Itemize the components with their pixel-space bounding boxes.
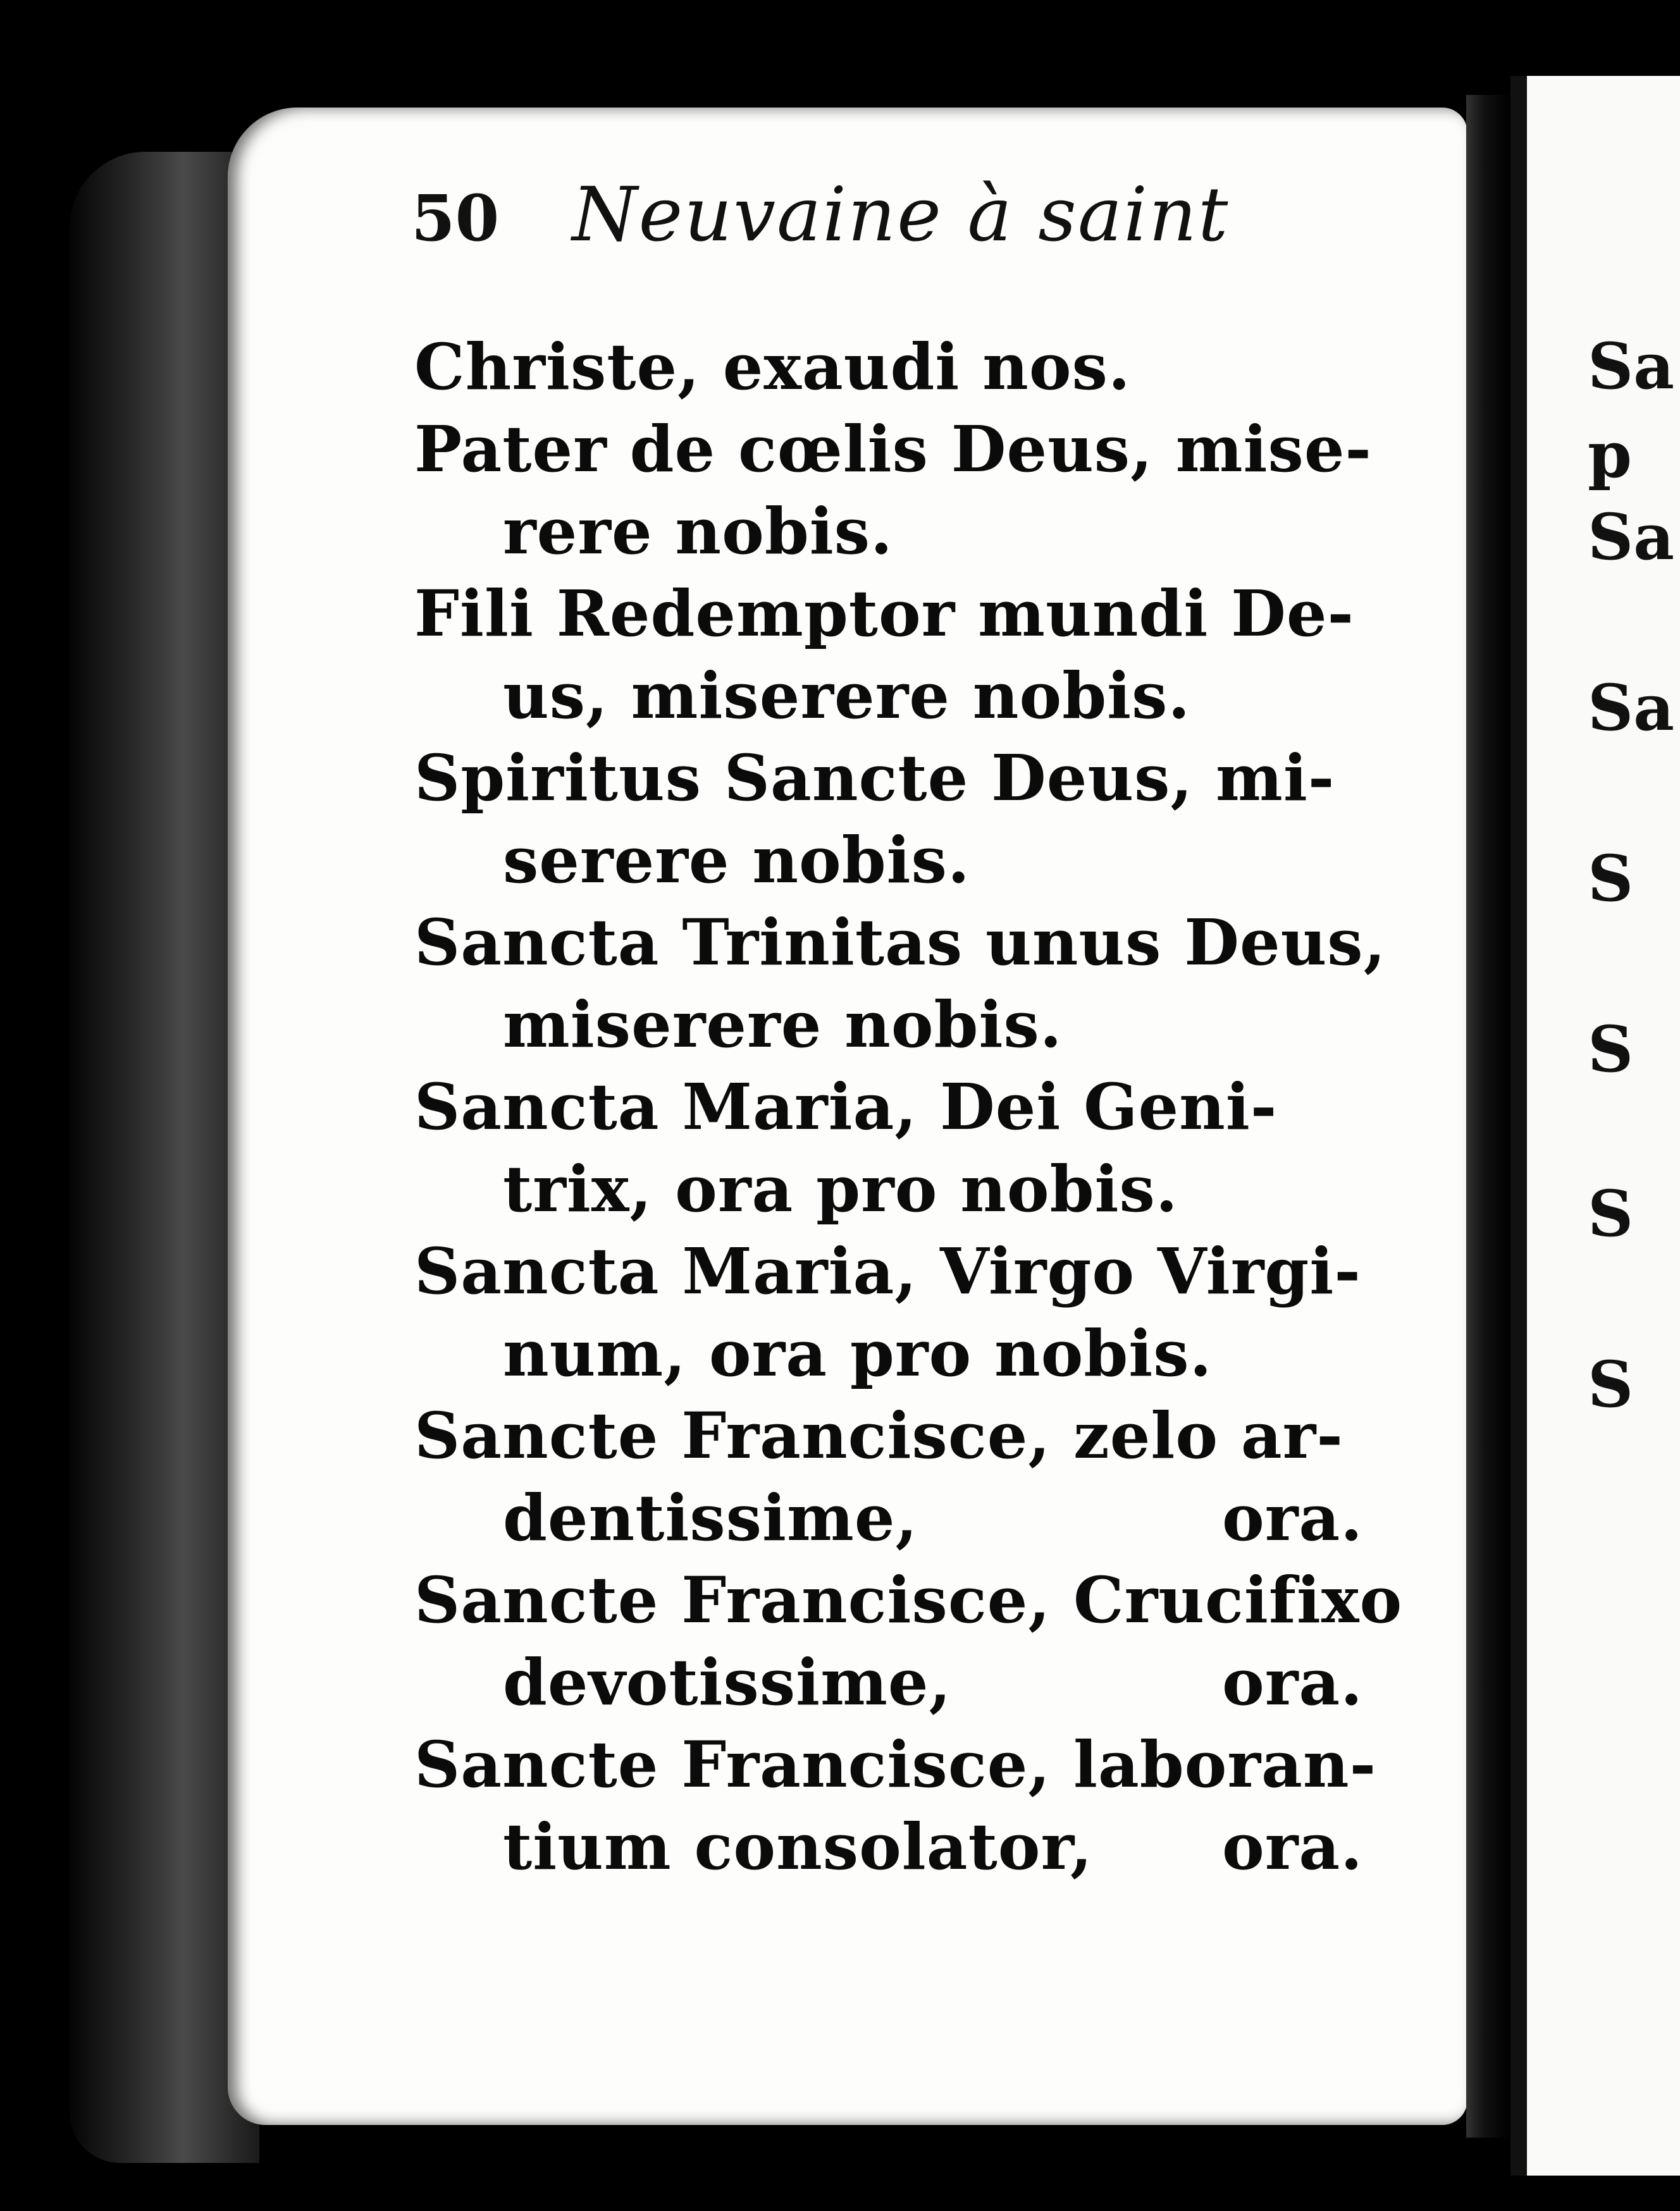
book-gutter xyxy=(1466,95,1510,2138)
text-line: Sancte Francisce, Crucifixo xyxy=(414,1563,1403,1637)
text-line: Spiritus Sancte Deus, mi- xyxy=(414,741,1335,815)
text-line: Sancte Francisce, zelo ar- xyxy=(414,1398,1343,1473)
text-line xyxy=(503,1480,1363,1556)
page-number: 50 xyxy=(411,181,500,256)
header-title: Neuvaine à saint xyxy=(572,171,1230,258)
text-line: Sancta Maria, Dei Geni- xyxy=(414,1069,1278,1144)
text-line: Christe, exaudi nos. xyxy=(414,329,1131,404)
right-page-fragment: p xyxy=(1588,417,1632,492)
text-line: trix, ora pro nobis. xyxy=(503,1152,1178,1226)
text-line: Sancta Trinitas unus Deus, xyxy=(414,905,1387,980)
text-line: rere nobis. xyxy=(503,494,893,569)
text-line: miserere nobis. xyxy=(503,987,1063,1062)
text-line: Pater de cœlis Deus, mise- xyxy=(414,412,1372,486)
text-line: num, ora pro nobis. xyxy=(503,1316,1213,1391)
line-response: ora. xyxy=(1222,1481,1363,1555)
right-page-fragment: S xyxy=(1588,1347,1634,1422)
right-page-fragment: S xyxy=(1588,1176,1634,1251)
text-line: serere nobis. xyxy=(503,823,970,897)
line-text: tium consolator, xyxy=(503,1809,1093,1884)
line-response: ora. xyxy=(1222,1809,1363,1884)
line-text: devotissime, xyxy=(503,1645,952,1720)
line-response: ora. xyxy=(1222,1645,1363,1720)
text-line: us, miserere nobis. xyxy=(503,658,1191,733)
right-page-fragment: Sa xyxy=(1588,500,1675,574)
text-line: Sancte Francisce, laboran- xyxy=(414,1727,1377,1802)
right-page-fragment: S xyxy=(1588,1012,1634,1087)
right-page-fragment: Sa xyxy=(1588,329,1675,403)
running-head xyxy=(411,171,1229,266)
right-page-fragment: Sa xyxy=(1588,670,1675,745)
line-text: dentissime, xyxy=(503,1481,918,1555)
text-line xyxy=(503,1644,1363,1720)
text-line: Sancta Maria, Virgo Virgi- xyxy=(414,1234,1361,1309)
text-line xyxy=(503,1809,1363,1885)
right-page-fragment: S xyxy=(1588,841,1634,916)
text-line: Fili Redemptor mundi De- xyxy=(414,576,1354,651)
